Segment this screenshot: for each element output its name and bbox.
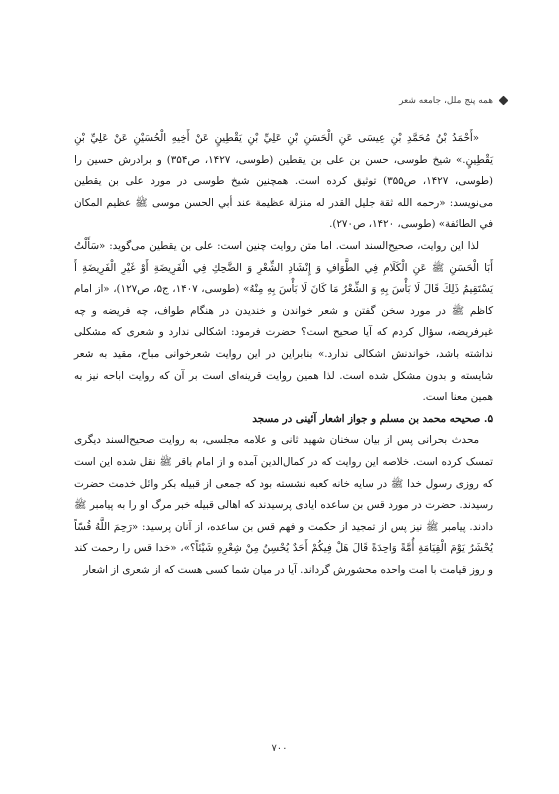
paragraph: محدث بحرانی پس از بیان سخنان شهید ثانی و علامه مجلسی، به روایت صحیح‌السند دیگری تمسک کرده است. خلاصه این روایت که در کمال‌الدین آمده و از امام باقر ﷺ نقل شده این است که روزی رسول خدا ﷺ در سایه خانه کعبه نشسته بود که جمعی از قبیله بکر وائل خدمت حضرت رسیدند. حضرت در مورد قس بن ساعده ایادی پرسیدند که اهالی قبیله خبر مرگ او را به پیامبر ﷺ دادند. پیامبر ﷺ نیز پس از تمجید از حکمت و فهم قس بن ساعده، از آنان پرسید: «رَحِمَ اللَّهُ قُسّاً يُحْشَرُ يَوْمَ الْقِيَامَةِ أُمَّةً وَاحِدَةً قَالَ هَلْ فِيكُمْ أَحَدٌ يُحْسِنُ مِنْ شِعْرِهِ شَيْئاً؟»، «خدا قس را رحمت کند و روز قیامت با امت واحده محشورش گرداند. آیا در میان شما کسی هست که از شعری از اشعار (74, 434, 493, 576)
paragraph: لذا این روایت، صحیح‌السند است. اما متن روایت چنین است: علی بن یقطین می‌گوید: «سَأَلْتُ أَبَا الْحَسَنِ ﷺ عَنِ الْكَلَامِ فِي الطَّوَافِ وَ إِنْشَادِ الشِّعْرِ وَ الضَّحِكِ فِي الْفَرِيضَةِ أَوْ غَيْرِ الْفَرِيضَةِ أَ يَسْتَقِيمُ ذَلِكَ قَالَ لَا بَأْسَ بِهِ وَ الشِّعْرُ مَا كَانَ لَا بَأْسَ بِهِ مِنْهُ» (طوسی، ۱۴۰۷، ج۵، ص۱۲۷)، «از امام کاظم ﷺ در مورد سخن گفتن و شعر خواندن و خندیدن در هنگام طواف، چه فریضه و چه غیرفریضه، سؤال کردم که آیا صحیح است؟ حضرت فرمود: اشکالی ندارد و شعری که مشکلی نداشته باشد، خواندنش اشکالی ندارد.» بنابراین در این روایت شعرخوانی مباح، مقید به شعر شایسته و بدون مشکل شده است. لذا همین روایت قرینه‌ای است بر آن که روایت اباحه نیز به همین معنا است. (74, 239, 493, 404)
running-header (60, 96, 493, 112)
header-diamond-icon (499, 96, 509, 106)
page-number: ۷۰۰ (271, 743, 288, 754)
running-title: همه پنج ملل، جامعه شعر (399, 96, 493, 106)
section-heading: ۵. صحیحه محمد بن مسلم و جواز اشعار آئینی در مسجد (252, 412, 493, 425)
paragraph: «أَحْمَدُ بْنُ مُحَمَّدِ بْنِ عِيسَى عَنِ الْحَسَنِ بْنِ عَلِيِّ بْنِ يَقْطِينٍ عَنْ أَخِيهِ الْحُسَيْنِ عَنْ عَلِيِّ بْنِ يَقْطِينٍ.» شیخ طوسی، حسن بن علی بن یقطین (طوسی، ۱۴۲۷، ص۳۵۴) و برادرش حسین را (طوسی، ۱۴۲۷، ص۳۵۵) توثیق کرده است. همچنین شیخ طوسی در مورد علی بن یقطین می‌نویسد: «رحمه الله ثقة جليل القدر له منزلة عظيمة عند أبي الحسن موسى ﷺ عظيم المكان في الطائفة» (طوسی، ۱۴۲۰، ص۲۷۰). (74, 132, 494, 231)
body-text (74, 128, 493, 581)
